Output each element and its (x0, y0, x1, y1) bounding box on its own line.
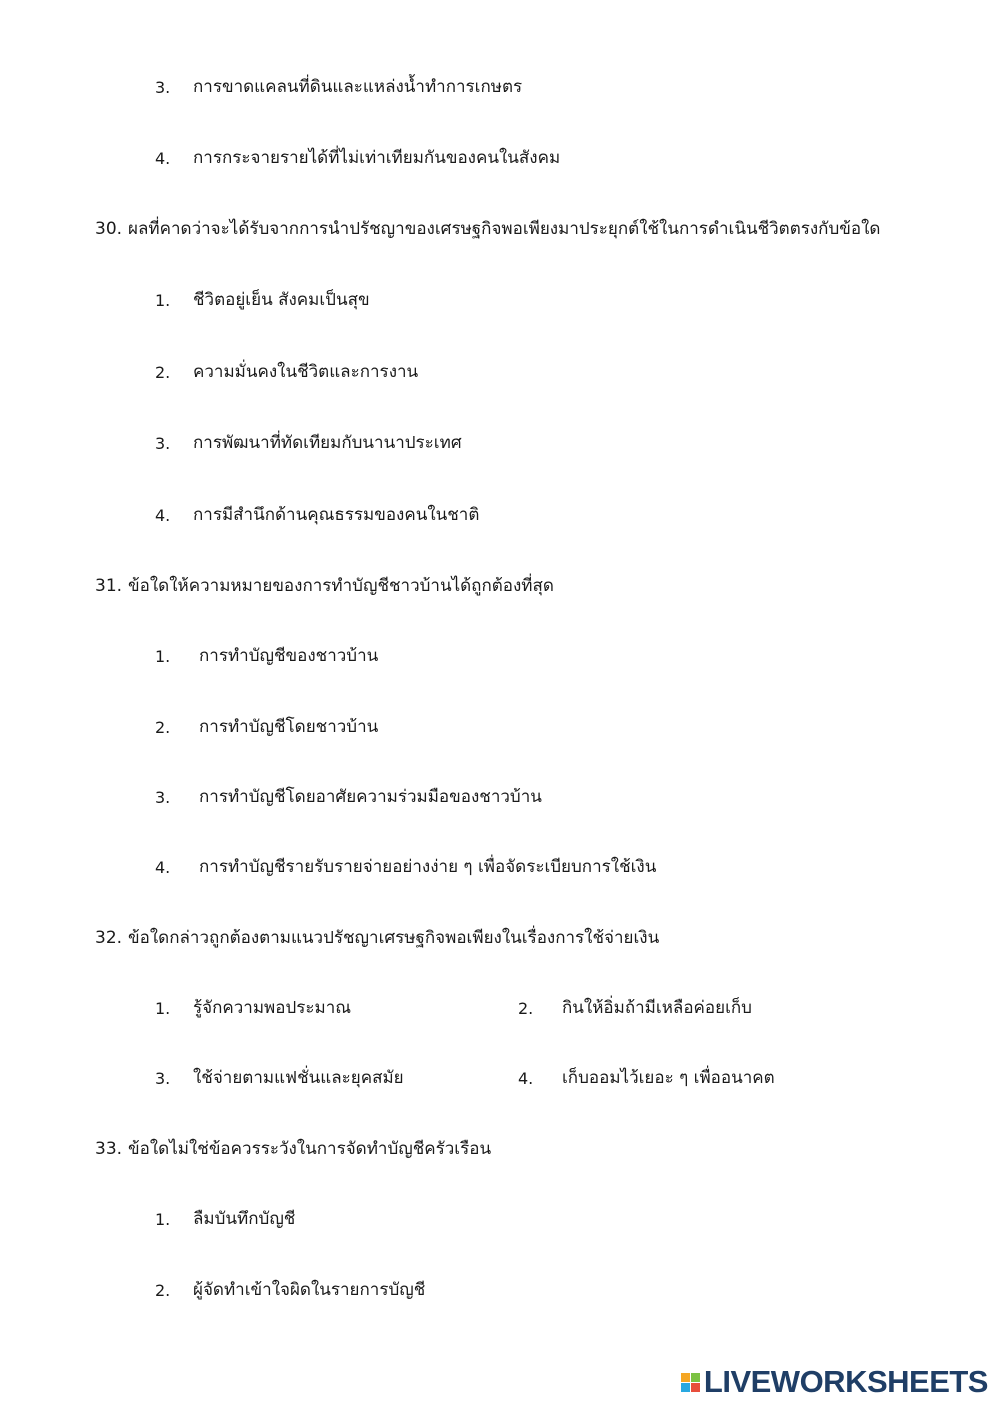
option-number: 2. (518, 999, 534, 1018)
question-number: 30. (95, 219, 123, 239)
question-text: ข้อใดไม่ใช่ข้อควรระวังในการจัดทำบัญชีครัวเรือน (128, 1139, 492, 1159)
option-number: 2. (155, 363, 171, 382)
option-text[interactable]: ใช้จ่ายตามแฟชั่นและยุคสมัย (193, 1068, 404, 1088)
option-number: 3. (155, 1069, 171, 1088)
question-31 (95, 574, 554, 598)
option-number: 3. (155, 788, 171, 807)
option-text[interactable]: การทำบัญชีของชาวบ้าน (199, 646, 379, 666)
option-text[interactable]: การขาดแคลนที่ดินและแหล่งน้ำทำการเกษตร (193, 77, 523, 97)
option-text[interactable]: การมีสำนึกด้านคุณธรรมของคนในชาติ (193, 505, 480, 525)
option-number: 2. (155, 1281, 171, 1300)
option-text[interactable]: ผู้จัดทำเข้าใจผิดในรายการบัญชี (193, 1280, 426, 1300)
option-number: 4. (155, 858, 171, 877)
question-text: ผลที่คาดว่าจะได้รับจากการนำปรัชญาของเศรษฐกิจพอเพียงมาประยุกต์ใช้ในการดำเนินชีวิตตรงกับข้อใด (128, 219, 881, 239)
option-text[interactable]: ชีวิตอยู่เย็น สังคมเป็นสุข (193, 290, 370, 310)
question-32 (95, 926, 659, 950)
option-text[interactable]: การกระจายรายได้ที่ไม่เท่าเทียมกันของคนในสังคม (193, 148, 561, 168)
question-number: 33. (95, 1139, 123, 1159)
option-number: 1. (155, 999, 171, 1018)
option-number: 3. (155, 78, 171, 97)
option-text[interactable]: ลืมบันทึกบัญชี (193, 1209, 296, 1229)
logo-text: LIVEWORKSHEETS (703, 1364, 988, 1399)
liveworksheets-logo[interactable] (681, 1364, 988, 1400)
option-text[interactable]: การทำบัญชีรายรับรายจ่ายอย่างง่าย ๆ เพื่อจัดระเบียบการใช้เงิน (199, 857, 657, 877)
liveworksheets-logo-icon (681, 1373, 700, 1392)
option-text[interactable]: รู้จักความพอประมาณ (193, 998, 352, 1018)
option-text[interactable]: ความมั่นคงในชีวิตและการงาน (193, 362, 419, 382)
option-text[interactable]: กินให้อิ่มถ้ามีเหลือค่อยเก็บ (562, 998, 752, 1018)
option-number: 1. (155, 1210, 171, 1229)
option-text[interactable]: เก็บออมไว้เยอะ ๆ เพื่ออนาคต (562, 1068, 775, 1088)
option-number: 4. (518, 1069, 534, 1088)
option-number: 4. (155, 506, 171, 525)
option-text[interactable]: การพัฒนาที่ทัดเทียมกับนานาประเทศ (193, 433, 462, 453)
option-number: 2. (155, 718, 171, 737)
question-33 (95, 1137, 491, 1161)
option-number: 1. (155, 647, 171, 666)
option-text[interactable]: การทำบัญชีโดยอาศัยความร่วมมือของชาวบ้าน (199, 787, 542, 807)
question-number: 31. (95, 576, 123, 596)
option-number: 3. (155, 434, 171, 453)
question-text: ข้อใดให้ความหมายของการทำบัญชีชาวบ้านได้ถูกต้องที่สุด (128, 576, 554, 596)
option-text[interactable]: การทำบัญชีโดยชาวบ้าน (199, 717, 379, 737)
option-number: 4. (155, 149, 171, 168)
question-number: 32. (95, 928, 123, 948)
question-30 (95, 217, 880, 241)
option-number: 1. (155, 291, 171, 310)
question-text: ข้อใดกล่าวถูกต้องตามแนวปรัชญาเศรษฐกิจพอเพียงในเรื่องการใช้จ่ายเงิน (128, 928, 660, 948)
